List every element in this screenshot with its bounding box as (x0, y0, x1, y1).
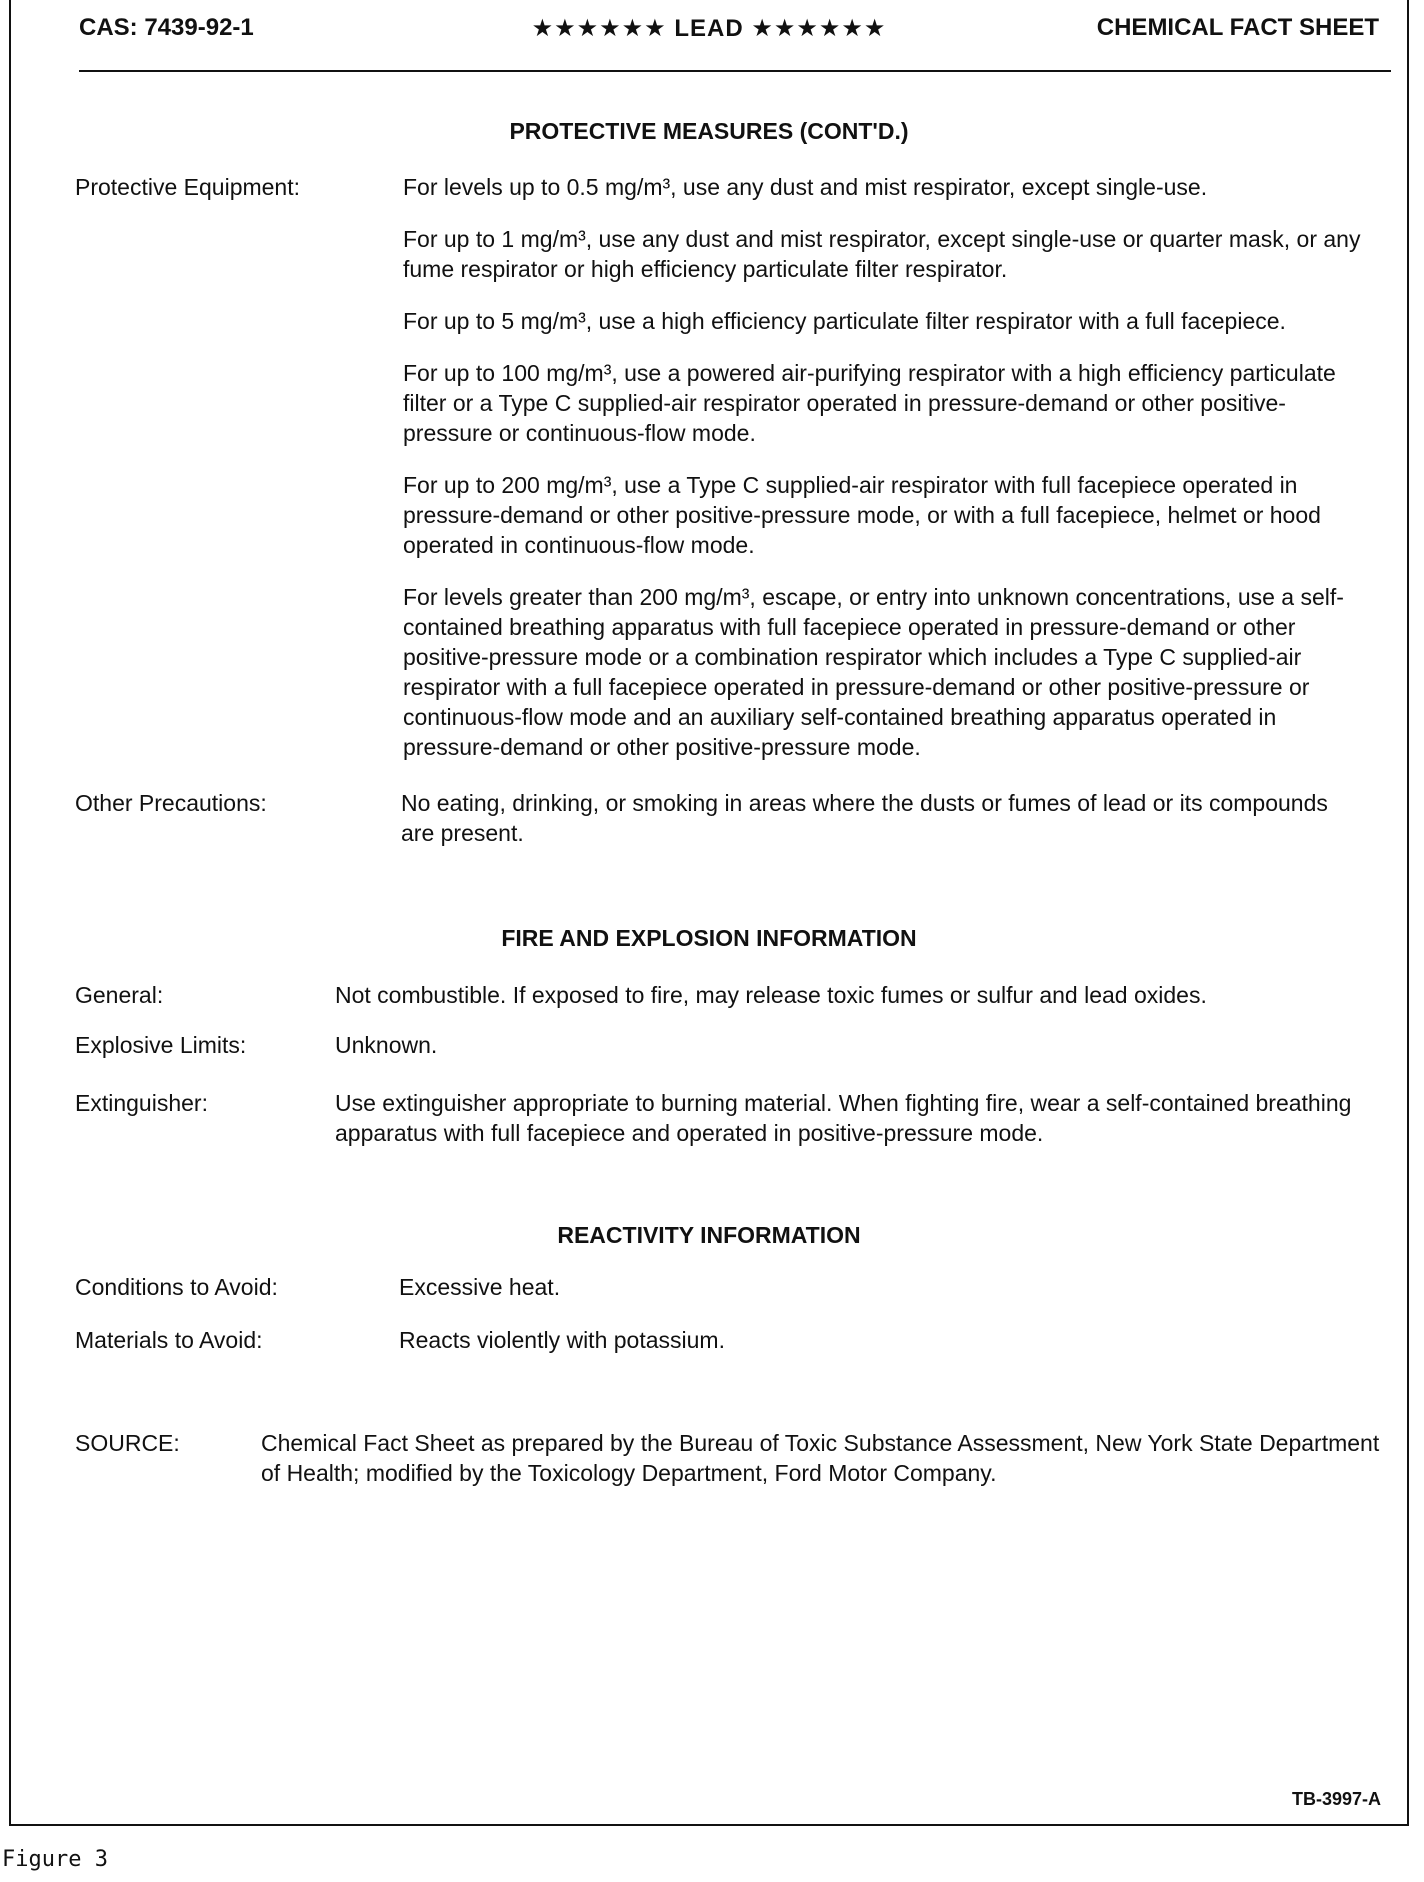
sheet-header (11, 10, 1407, 50)
source-text: Chemical Fact Sheet as prepared by the Bureau of Toxic Substance Assessment, New York State Department of Health; modified by the Toxicology Department, Ford Motor Company. (261, 1430, 1380, 1486)
fact-sheet-frame (9, 0, 1409, 1826)
protective-equipment-label: Protective Equipment: (75, 174, 301, 200)
equipment-paragraph: For up to 200 mg/m³, use a Type C supplied-air respirator with full facepiece operated in pressure-demand or other positive-pressure mode, or with a full facepiece, helmet or hood operated in continuous-flow mode. (403, 472, 1321, 558)
document-code: TB-3997-A (1291, 1789, 1381, 1809)
other-precautions-text: No eating, drinking, or smoking in areas where the dusts or fumes of lead or its compounds are present. (401, 790, 1328, 846)
extinguisher-text: Use extinguisher appropriate to burning material. When fighting fire, wear a self-contained breathing apparatus with full facepiece and operated in positive-pressure mode. (335, 1090, 1352, 1146)
explosive-limits-label: Explosive Limits: (75, 1032, 247, 1058)
sheet-type: CHEMICAL FACT SHEET (1096, 14, 1379, 41)
equipment-paragraph: For levels greater than 200 mg/m³, escape, or entry into unknown concentrations, use a self-contained breathing apparatus with full facepiece operated in pressure-demand or other positive-pressure mode or a combination respirator which includes a Type C supplied-air respirator with a full facepiece operated in pressure-demand or other positive-pressure or continuous-flow mode and an auxiliary self-contained breathing apparatus operated in pressure-demand or other positive-pressure mode. (403, 584, 1344, 760)
materials-label: Materials to Avoid: (75, 1327, 263, 1353)
extinguisher-label: Extinguisher: (75, 1090, 208, 1116)
fire-explosion-title: FIRE AND EXPLOSION INFORMATION (501, 925, 917, 951)
equipment-paragraph: For levels up to 0.5 mg/m³, use any dust and mist respirator, except single-use. (403, 174, 1208, 200)
other-precautions-label: Other Precautions: (75, 790, 267, 816)
reactivity-title: REACTIVITY INFORMATION (557, 1222, 861, 1248)
general-label: General: (75, 982, 164, 1008)
cas-number: CAS: 7439-92-1 (79, 14, 254, 41)
general-text: Not combustible. If exposed to fire, may release toxic fumes or sulfur and lead oxides. (335, 982, 1207, 1008)
figure-label: Figure 3 (2, 1847, 108, 1872)
equipment-paragraph: For up to 1 mg/m³, use any dust and mist respirator, except single-use or quarter mask, or any fume respirator or high efficiency particulate filter respirator. (403, 226, 1361, 282)
header-divider (79, 70, 1391, 72)
equipment-paragraph: For up to 100 mg/m³, use a powered air-purifying respirator with a high efficiency particulate filter or a Type C supplied-air respirator operated in pressure-demand or other positive-pressure or continuous-flow mode. (403, 360, 1336, 446)
conditions-label: Conditions to Avoid: (75, 1274, 278, 1300)
materials-text: Reacts violently with potassium. (399, 1327, 725, 1353)
conditions-text: Excessive heat. (399, 1274, 561, 1300)
explosive-limits-text: Unknown. (335, 1032, 438, 1058)
source-label: SOURCE: (75, 1430, 180, 1456)
chemical-title: ★★★★★★ LEAD ★★★★★★ (531, 15, 887, 42)
equipment-paragraph: For up to 5 mg/m³, use a high efficiency particulate filter respirator with a full facepiece. (403, 308, 1286, 334)
protective-measures-title: PROTECTIVE MEASURES (CONT'D.) (509, 118, 909, 144)
